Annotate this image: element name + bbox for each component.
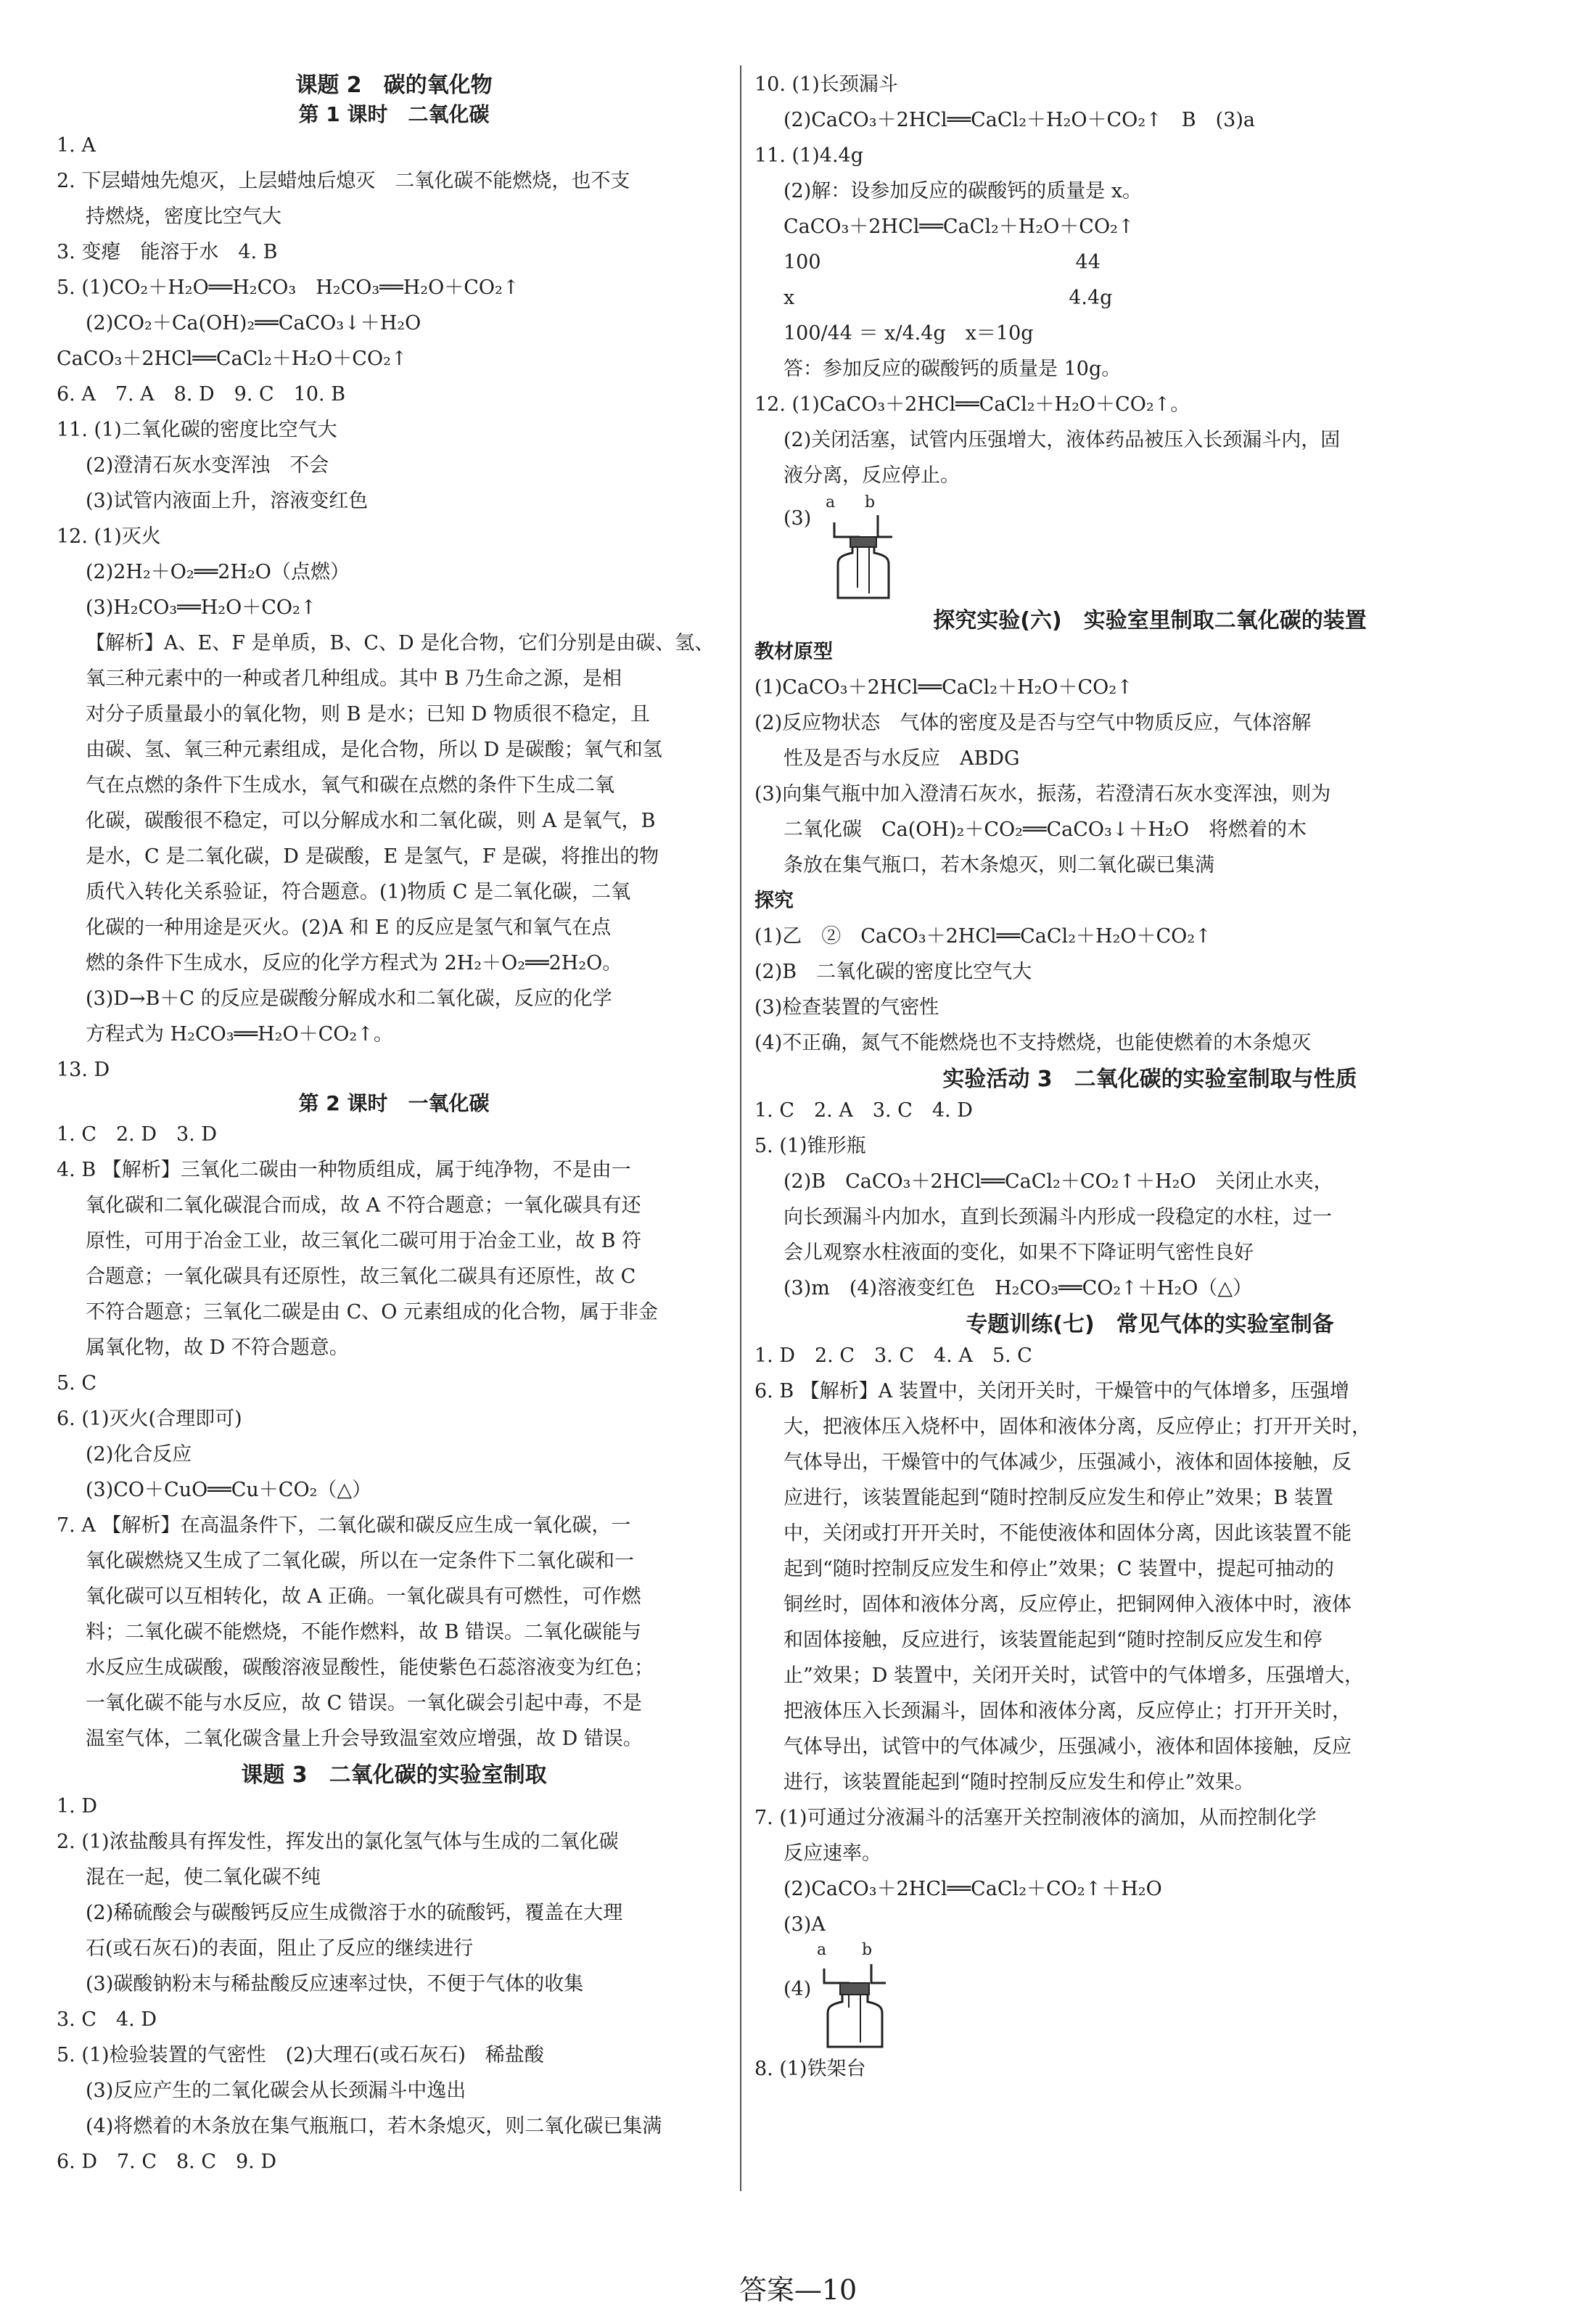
answer-line: 2. (1)浓盐酸具有挥发性，挥发出的氯化氢气体与生成的二氧化碳 — [57, 1831, 619, 1853]
answer-line: 性及是否与水反应 ABDG — [783, 747, 1020, 770]
answer-line: 条放在集气瓶口，若木条熄灭，则二氧化碳已集满 — [783, 854, 1214, 876]
answer-line: 11. (1)4.4g — [754, 144, 863, 167]
figure-2-port-b: b — [862, 1941, 873, 1959]
answer-line: 2. 下层蜡烛先熄灭，上层蜡烛后熄灭 二氧化碳不能燃烧，也不支 — [57, 170, 630, 192]
answer-line: 反应速率。 — [783, 1842, 881, 1865]
answer-line: 止”效果；D 装置中，关闭开关时，试管中的气体增多，压强增大， — [783, 1664, 1365, 1687]
answer-line: (3)试管内液面上升，溶液变红色 — [86, 490, 369, 512]
section-heading: 课题 3 二氧化碳的实验室制取 — [241, 1762, 547, 1788]
answer-line: 温室气体，二氧化碳含量上升会导致温室效应增强，故 D 错误。 — [86, 1728, 643, 1750]
answer-line: 6. B 【解析】A 装置中，关闭开关时，干燥管中的气体增多，压强增 — [754, 1380, 1349, 1403]
answer-line: (3)向集气瓶中加入澄清石灰水，振荡，若澄清石灰水变浑浊，则为 — [754, 783, 1331, 805]
answer-line: (4)将燃着的木条放在集气瓶瓶口，若木条熄灭，则二氧化碳已集满 — [86, 2115, 662, 2138]
answer-line: 质代入转化关系验证，符合题意。(1)物质 C 是二氧化碳，二氧 — [86, 881, 631, 903]
answer-line: (2)澄清石灰水变浑浊 不会 — [86, 454, 329, 477]
answer-line: (2)稀硫酸会与碳酸钙反应生成微溶于水的硫酸钙，覆盖在大理 — [86, 1902, 623, 1924]
answer-line: 3. 变瘪 能溶于水 4. B — [57, 241, 278, 263]
answer-line: 向长颈漏斗内加水，直到长颈漏斗内形成一段稳定的水柱，过一 — [783, 1206, 1332, 1228]
answer-line: 11. (1)二氧化碳的密度比空气大 — [57, 419, 337, 441]
subsection-label: 教材原型 — [754, 641, 833, 663]
answer-line: 6. D 7. C 8. C 9. D — [57, 2151, 276, 2173]
answer-line: 原性，可用于冶金工业，故三氧化二碳可用于冶金工业，故 B 符 — [86, 1230, 642, 1252]
answer-line: (2)解：设参加反应的碳酸钙的质量是 x。 — [783, 180, 1143, 202]
answer-line: 5. (1)锥形瓶 — [754, 1135, 866, 1157]
answer-line: 方程式为 H₂CO₃══H₂O＋CO₂↑。 — [86, 1023, 393, 1046]
answer-line: (2)CaCO₃＋2HCl══CaCl₂＋H₂O＋CO₂↑ B (3)a — [783, 109, 1255, 131]
answer-line: 1. C 2. D 3. D — [57, 1123, 217, 1146]
answer-line: 属氧化物，故 D 不符合题意。 — [86, 1336, 349, 1359]
answer-line: 100 44 — [783, 251, 1101, 274]
answer-line: 12. (1)CaCO₃＋2HCl══CaCl₂＋H₂O＋CO₂↑。 — [754, 393, 1190, 416]
answer-line: 进行，该装置能起到“随时控制反应发生和停止”效果。 — [783, 1771, 1254, 1794]
answer-line: 6. A 7. A 8. D 9. C 10. B — [57, 383, 346, 406]
answer-line: (1)CaCO₃＋2HCl══CaCl₂＋H₂O＋CO₂↑ — [754, 676, 1133, 699]
answer-line: 对分子质量最小的氧化物，则 B 是水；已知 D 物质很不稳定，且 — [86, 703, 650, 726]
answer-line: 气在点燃的条件下生成水，氧气和碳在点燃的条件下生成二氧 — [86, 774, 614, 797]
answer-line: (2)关闭活塞，试管内压强增大，液体药品被压入长颈漏斗内，固 — [783, 429, 1341, 451]
answer-line: 7. (1)可通过分液漏斗的活塞开关控制液体的滴加，从而控制化学 — [754, 1807, 1317, 1829]
answer-line: CaCO₃＋2HCl══CaCl₂＋H₂O＋CO₂↑ — [783, 215, 1135, 238]
answer-line: 8. (1)铁架台 — [754, 2058, 866, 2080]
figure-1-label: (3) — [783, 507, 812, 530]
answer-line: 1. C 2. A 3. C 4. D — [754, 1099, 973, 1122]
answer-line: (2)B CaCO₃＋2HCl══CaCl₂＋CO₂↑＋H₂O 关闭止水夹， — [783, 1170, 1333, 1193]
answer-line: 一氧化碳不能与水反应，故 C 错误。一氧化碳会引起中毒，不是 — [86, 1692, 642, 1715]
answer-line: 中，关闭或打开开关时，不能使液体和固体分离，因此该装置不能 — [783, 1522, 1352, 1545]
answer-line: x 4.4g — [783, 287, 1113, 309]
answer-line: 4. B 【解析】三氧化二碳由一种物质组成，属于纯净物，不是由一 — [57, 1159, 631, 1181]
figure-1-port-a: a — [826, 493, 836, 512]
section-heading: 实验活动 3 二氧化碳的实验室制取与性质 — [942, 1067, 1357, 1092]
answer-line: 氧化碳和二氧化碳混合而成，故 A 不符合题意；一氧化碳具有还 — [86, 1194, 641, 1217]
answer-line: (3)检查装置的气密性 — [754, 996, 939, 1019]
section-heading: 第 2 课时 一氧化碳 — [298, 1091, 490, 1115]
answer-line: (3)A — [783, 1913, 826, 1936]
column-divider — [740, 65, 741, 2191]
answer-line: (3)D→B＋C 的反应是碳酸分解成水和二氧化碳，反应的化学 — [86, 988, 612, 1010]
answer-line: 持燃烧，密度比空气大 — [86, 205, 281, 228]
right-column — [754, 67, 1545, 2087]
answer-line: 1. D 2. C 3. C 4. A 5. C — [754, 1344, 1032, 1367]
answer-line: CaCO₃＋2HCl══CaCl₂＋H₂O＋CO₂↑ — [57, 348, 408, 370]
answer-line: 氧化碳燃烧又生成了二氧化碳，所以在一定条件下二氧化碳和一 — [86, 1550, 634, 1572]
answer-line: 铜丝时，固体和液体分离，反应停止，把铜网伸入液体中时，液体 — [783, 1593, 1352, 1616]
answer-line: 【解析】A、E、F 是单质，B、C、D 是化合物，它们分别是由碳、氢、 — [86, 632, 715, 654]
gas-bottle-icon — [820, 508, 921, 602]
answer-line: 6. (1)灭火(合理即可) — [57, 1408, 242, 1430]
answer-line: 100/44 ＝ x/4.4g x＝10g — [783, 322, 1034, 345]
answer-line: 3. C 4. D — [57, 2008, 157, 2031]
answer-line: (4)不正确，氮气不能燃烧也不支持燃烧，也能使燃着的木条熄灭 — [754, 1032, 1312, 1054]
right-answers-part-c — [754, 2051, 1545, 2087]
answer-line: 1. A — [57, 134, 96, 157]
page-footer: 答案—10 — [739, 2274, 857, 2306]
answer-line: 13. D — [57, 1059, 110, 1081]
answer-line: (3)反应产生的二氧化碳会从长颈漏斗中逸出 — [86, 2079, 466, 2102]
answer-line: (3)碳酸钠粉末与稀盐酸反应速率过快，不便于气体的收集 — [86, 1973, 584, 1995]
answer-line: 应进行，该装置能起到“随时控制反应发生和停止”效果；B 装置 — [783, 1487, 1334, 1509]
answer-line: 12. (1)灭火 — [57, 525, 161, 548]
answer-line: (2)CaCO₃＋2HCl══CaCl₂＋CO₂↑＋H₂O — [783, 1878, 1162, 1900]
section-heading: 课题 2 碳的氧化物 — [295, 73, 493, 98]
section-heading: 探究实验(六) 实验室里制取二氧化碳的装置 — [933, 608, 1367, 633]
answer-line: 和固体接触，反应进行，该装置能起到“随时控制反应发生和停 — [783, 1629, 1323, 1651]
left-column — [57, 67, 731, 2180]
subsection-label: 探究 — [754, 890, 794, 912]
answer-line: (2)2H₂＋O₂══2H₂O（点燃） — [86, 561, 350, 583]
answer-line: 气体导出，干燥管中的气体减少，压强减小，液体和固体接触，反 — [783, 1451, 1352, 1474]
answer-line: 石(或石灰石)的表面，阻止了反应的继续进行 — [86, 1937, 474, 1960]
figure-2-port-a: a — [817, 1941, 827, 1959]
answer-line: 合题意；一氧化碳具有还原性，故三氧化二碳具有还原性，故 C — [86, 1265, 636, 1288]
answer-line: 1. D — [57, 1795, 97, 1818]
answer-line: (2)B 二氧化碳的密度比空气大 — [754, 961, 1032, 983]
answer-line: 答：参加反应的碳酸钙的质量是 10g。 — [783, 358, 1122, 380]
answer-line: 氧化碳可以互相转化，故 A 正确。一氧化碳具有可燃性，可作燃 — [86, 1585, 641, 1608]
answer-line: 液分离，反应停止。 — [783, 464, 960, 487]
answer-line: (1)乙 ② CaCO₃＋2HCl══CaCl₂＋H₂O＋CO₂↑ — [754, 925, 1212, 948]
section-heading: 第 1 课时 二氧化碳 — [298, 102, 490, 126]
answer-line: 氧三种元素中的一种或者几种组成。其中 B 乃生命之源，是相 — [86, 668, 622, 690]
answer-line: 气体导出，试管中的气体减少，压强减小，液体和固体接触，反应 — [783, 1736, 1352, 1758]
answer-line: 5. (1)检验装置的气密性 (2)大理石(或石灰石) 稀盐酸 — [57, 2044, 544, 2066]
answer-line: 水反应生成碳酸，碳酸溶液显酸性，能使紫色石蕊溶液变为红色； — [86, 1656, 654, 1679]
answer-line: 5. (1)CO₂＋H₂O══H₂CO₃ H₂CO₃══H₂O＋CO₂↑ — [57, 276, 519, 299]
answer-line: (3)H₂CO₃══H₂O＋CO₂↑ — [86, 596, 317, 619]
answer-line: 10. (1)长颈漏斗 — [754, 73, 898, 96]
answer-line: 燃的条件下生成水，反应的化学方程式为 2H₂＋O₂══2H₂O。 — [86, 952, 622, 974]
gas-bottle-figure-2 — [754, 1942, 1545, 2051]
answer-line: 把液体压入长颈漏斗，固体和液体分离，反应停止；打开开关时， — [783, 1700, 1352, 1723]
answer-line: 7. A 【解析】在高温条件下，二氧化碳和碳反应生成一氧化碳，一 — [57, 1514, 631, 1537]
right-answers-part-b — [754, 602, 1545, 1942]
gas-bottle-icon — [810, 1957, 911, 2051]
answer-line: 二氧化碳 Ca(OH)₂＋CO₂══CaCO₃↓＋H₂O 将燃着的木 — [783, 818, 1307, 841]
figure-1-port-b: b — [865, 493, 876, 512]
answer-line: (2)化合反应 — [86, 1443, 192, 1466]
answer-line: 由碳、氢、氧三种元素组成，是化合物，所以 D 是碳酸；氧气和氢 — [86, 739, 662, 761]
right-answers-part-a — [754, 67, 1545, 493]
answer-line: (2)CO₂＋Ca(OH)₂══CaCO₃↓＋H₂O — [86, 312, 421, 334]
answer-line: 起到“随时控制反应发生和停止”效果；C 装置中，提起可抽动的 — [783, 1558, 1334, 1580]
answer-line: (2)反应物状态 气体的密度及是否与空气中物质反应，气体溶解 — [754, 712, 1312, 734]
answer-line: (3)CO＋CuO══Cu＋CO₂（△） — [86, 1479, 372, 1501]
answer-line: 5. C — [57, 1372, 97, 1395]
answer-line: 化碳的一种用途是灭火。(2)A 和 E 的反应是氢气和氧气在点 — [86, 916, 612, 939]
figure-2-label: (4) — [783, 1978, 812, 2000]
answer-line: (3)m (4)溶液变红色 H₂CO₃══CO₂↑＋H₂O（△） — [783, 1277, 1253, 1299]
answer-line: 料；二氧化碳不能燃烧，不能作燃料，故 B 错误。二氧化碳能与 — [86, 1621, 642, 1643]
answer-line: 大，把液体压入烧杯中，固体和液体分离，反应停止；打开开关时， — [783, 1416, 1371, 1438]
answer-line: 会儿观察水柱液面的变化，如果不下降证明气密性良好 — [783, 1241, 1254, 1264]
answer-line: 不符合题意；三氧化二碳是由 C、O 元素组成的化合物，属于非金 — [86, 1301, 658, 1323]
gas-bottle-figure-1 — [754, 493, 1545, 602]
answer-line: 是水，C 是二氧化碳，D 是碳酸，E 是氢气，F 是碳，将推出的物 — [86, 845, 659, 868]
answer-line: 混在一起，使二氧化碳不纯 — [86, 1866, 321, 1889]
answer-line: 化碳，碳酸很不稳定，可以分解成水和二氧化碳，则 A 是氧气，B — [86, 810, 656, 832]
section-heading: 专题训练(七) 常见气体的实验室制备 — [966, 1312, 1334, 1337]
